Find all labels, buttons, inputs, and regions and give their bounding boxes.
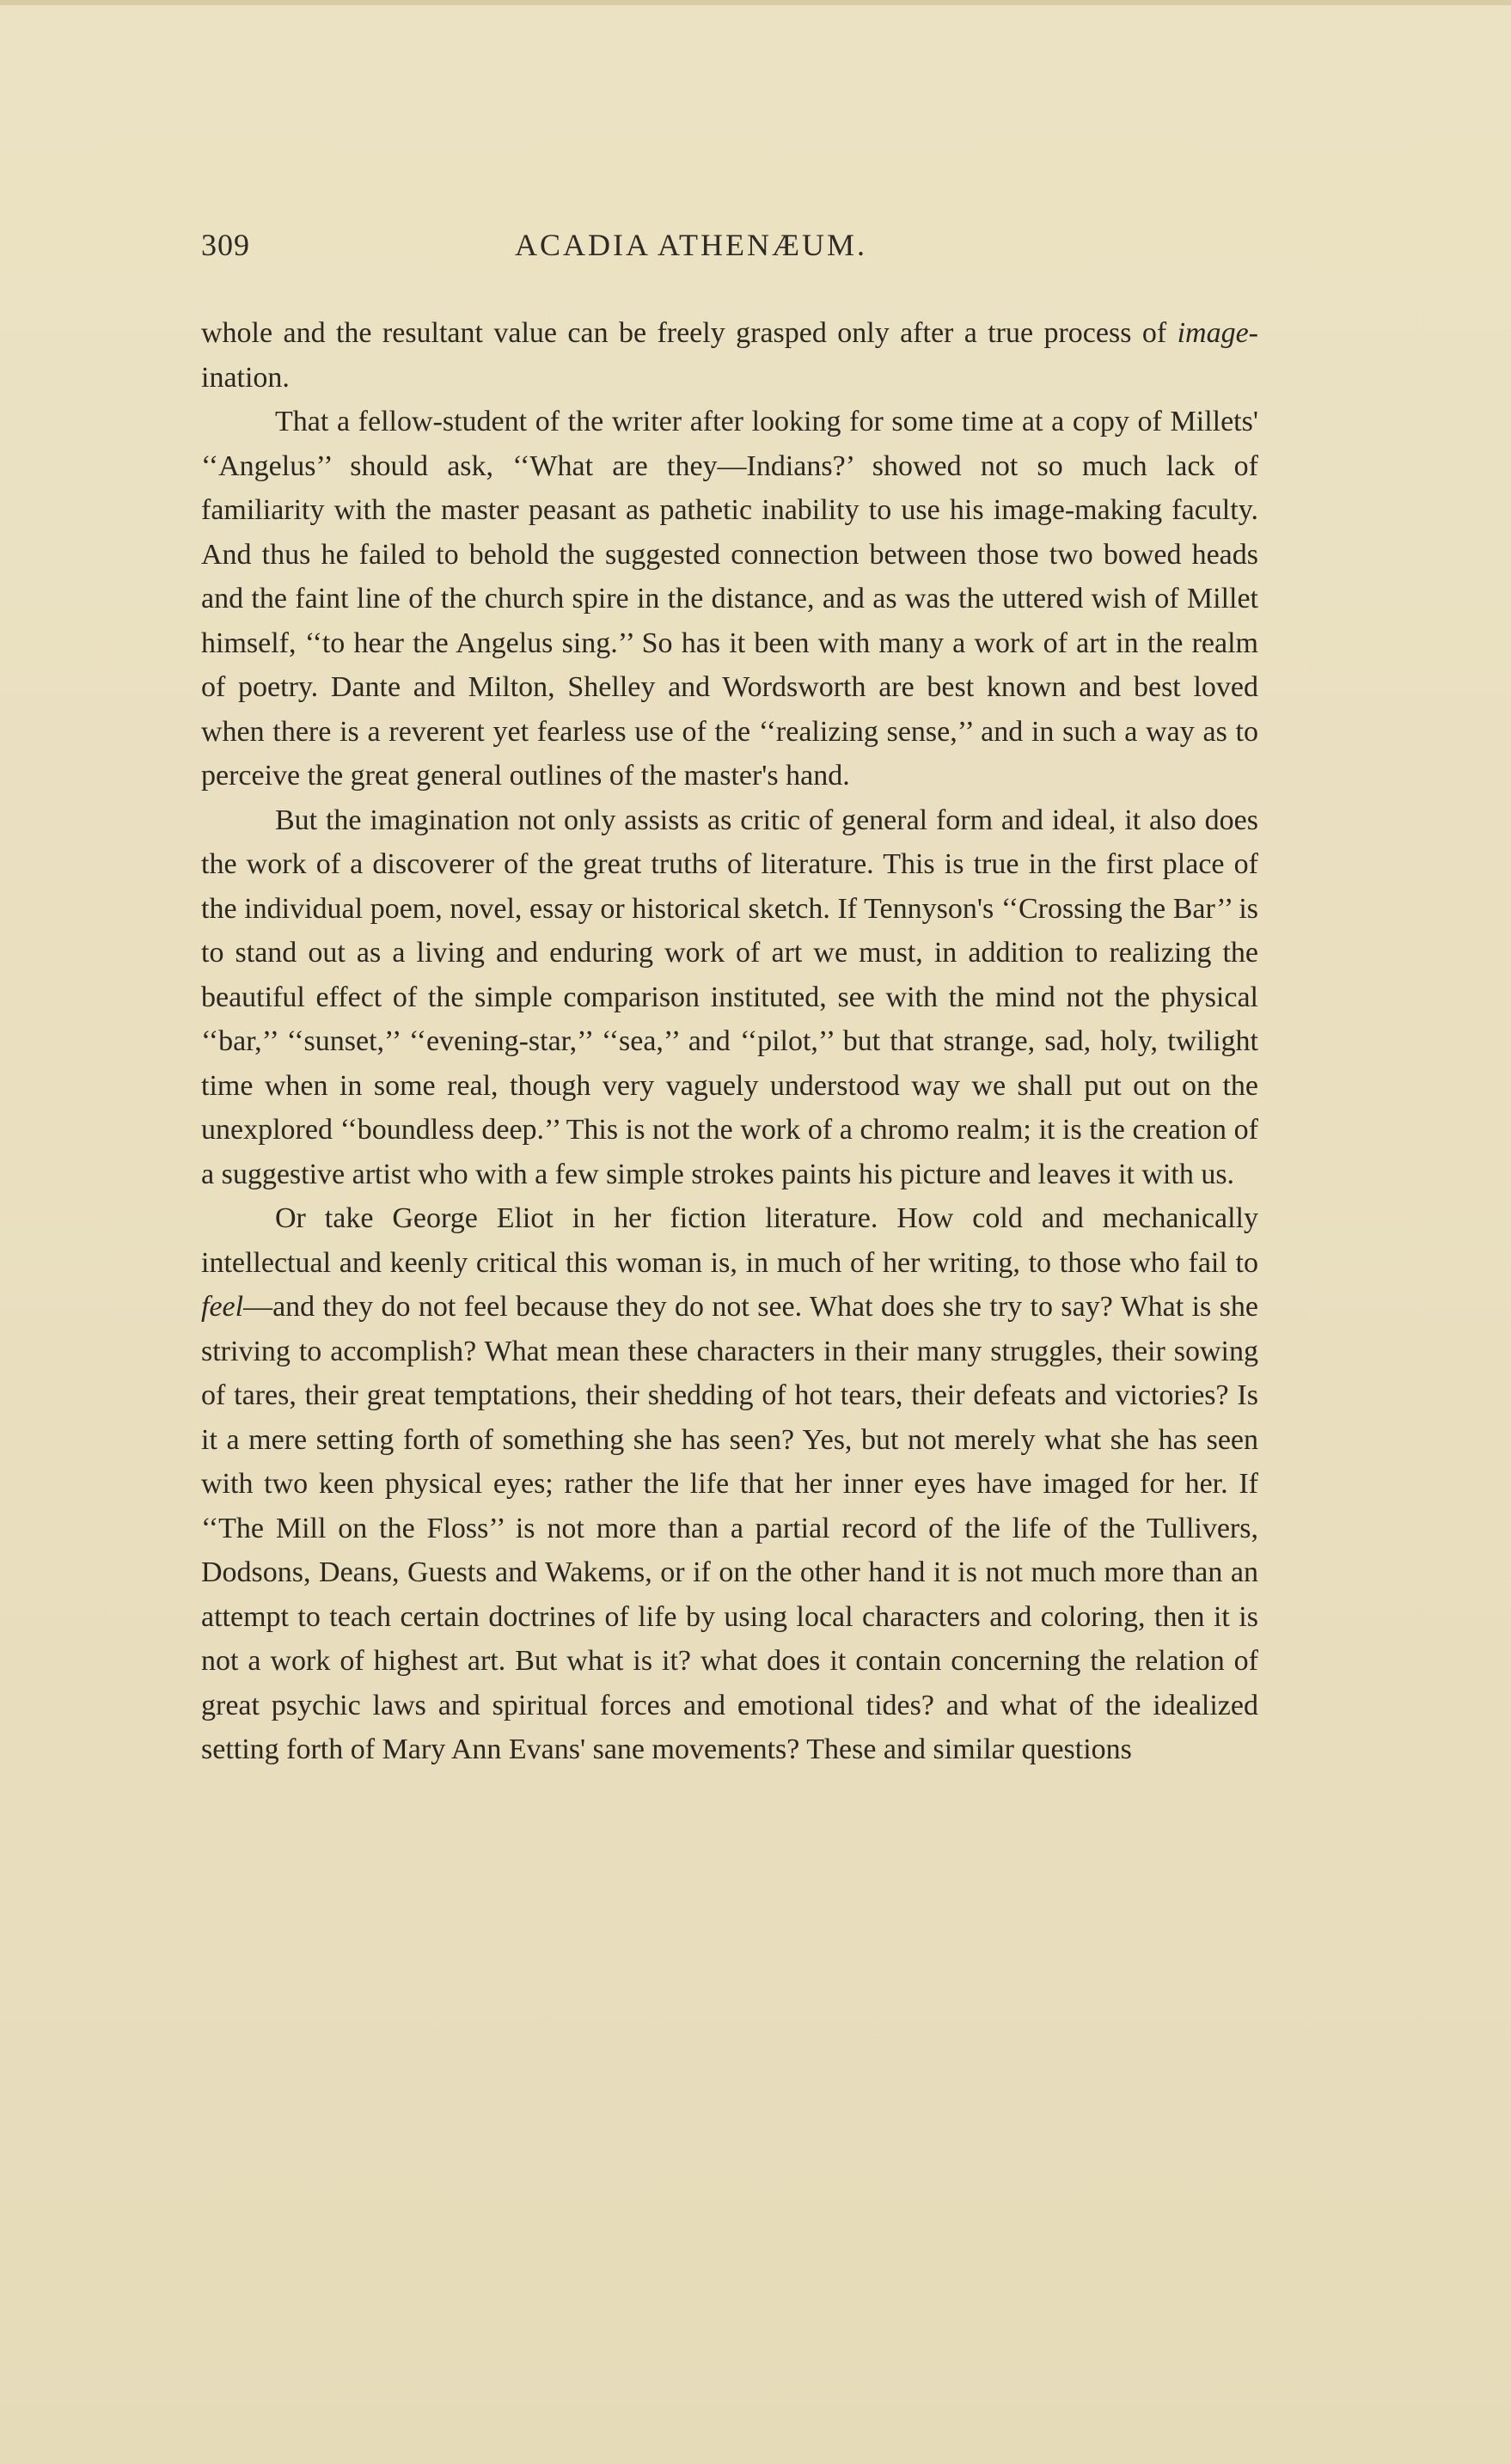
paragraph-4-text-end: —and they do not feel because they do not see. What does she try to say? What is she striving to accomplish? What mean these characters in their many struggles, their sowing of tares, their great temptations, their shedding of hot tears, their defeats and victories? Is it a mere setting forth of something she has seen? Yes, but not merely what she has seen with two keen physical eyes; rather the life that her inner eyes have imaged for her. If ‘‘The Mill on the Floss’’ is not more than a partial record of the life of the Tullivers, Dodsons, Deans, Guests and Wakems, or if on the other hand it is not much more than an attempt to teach certain doctrines of life by using local characters and coloring, then it is not a work of highest art. But what is it? what does it contain concerning the relation of great psychic laws and spiritual forces and emotional tides? and what of the idealized setting forth of Mary Ann Evans' sane movements? These and similar questions [201, 1291, 1258, 1765]
paragraph-2-text: That a fellow-student of the writer after looking for some time at a copy of Millets' ‘‘Angelus’’ should ask, ‘‘What are they—Indians?’ showed not so much lack of familiarity with the master peasant as pathetic inability to use his image-making faculty. And thus he failed to behold the suggested connection between those two bowed heads and the faint line of the church spire in the distance, and as was the uttered wish of Millet himself, ‘‘to hear the Angelus sing.’’ So has it been with many a work of art in the realm of poetry. Dante and Milton, Shelley and Wordsworth are best known and best loved when there is a reverent yet fearless use of the ‘‘realizing sense,’’ and in such a way as to perceive the great general outlines of the master's hand. [201, 406, 1258, 792]
page-edge [0, 0, 1511, 5]
paragraph-3 [201, 798, 1258, 1197]
paragraph-1 [201, 311, 1258, 400]
paragraph-4-text: Or take George Eliot in her fiction literature. How cold and mechanically intellectual and keenly critical this woman is, in much of her writing, to those who fail to [201, 1202, 1258, 1279]
paragraph-4-italic: feel [201, 1291, 244, 1323]
page-header [201, 227, 1258, 278]
paragraph-3-text: But the imagination not only assists as critic of general form and ideal, it also does the work of a discoverer of the great truths of literature. This is true in the first place of the individual poem, novel, essay or historical sketch. If Tennyson's ‘‘Crossing the Bar’’ is to stand out as a living and enduring work of art we must, in addition to realizing the beautiful effect of the simple comparison instituted, see with the mind not the physical ‘‘bar,’’ ‘‘sunset,’’ ‘‘evening-star,’’ ‘‘sea,’’ and ‘‘pilot,’’ but that strange, sad, holy, twilight time when in some real, though very vaguely understood way we shall put out on the unexplored ‘‘boundless deep.’’ This is not the work of a chromo realm; it is the creation of a suggestive artist who with a few simple strokes paints his picture and leaves it with us. [201, 804, 1258, 1190]
paragraph-1-text-end: -ination. [201, 317, 1258, 394]
running-head: ACADIA ATHENÆUM. [515, 228, 868, 262]
page-number: 309 [201, 228, 250, 262]
article-body [201, 311, 1258, 1772]
paragraph-4 [201, 1196, 1258, 1772]
paragraph-2 [201, 400, 1258, 798]
paragraph-1-text: whole and the resultant value can be freely grasped only after a true process of [201, 317, 1178, 349]
paragraph-1-italic: image [1177, 317, 1249, 349]
